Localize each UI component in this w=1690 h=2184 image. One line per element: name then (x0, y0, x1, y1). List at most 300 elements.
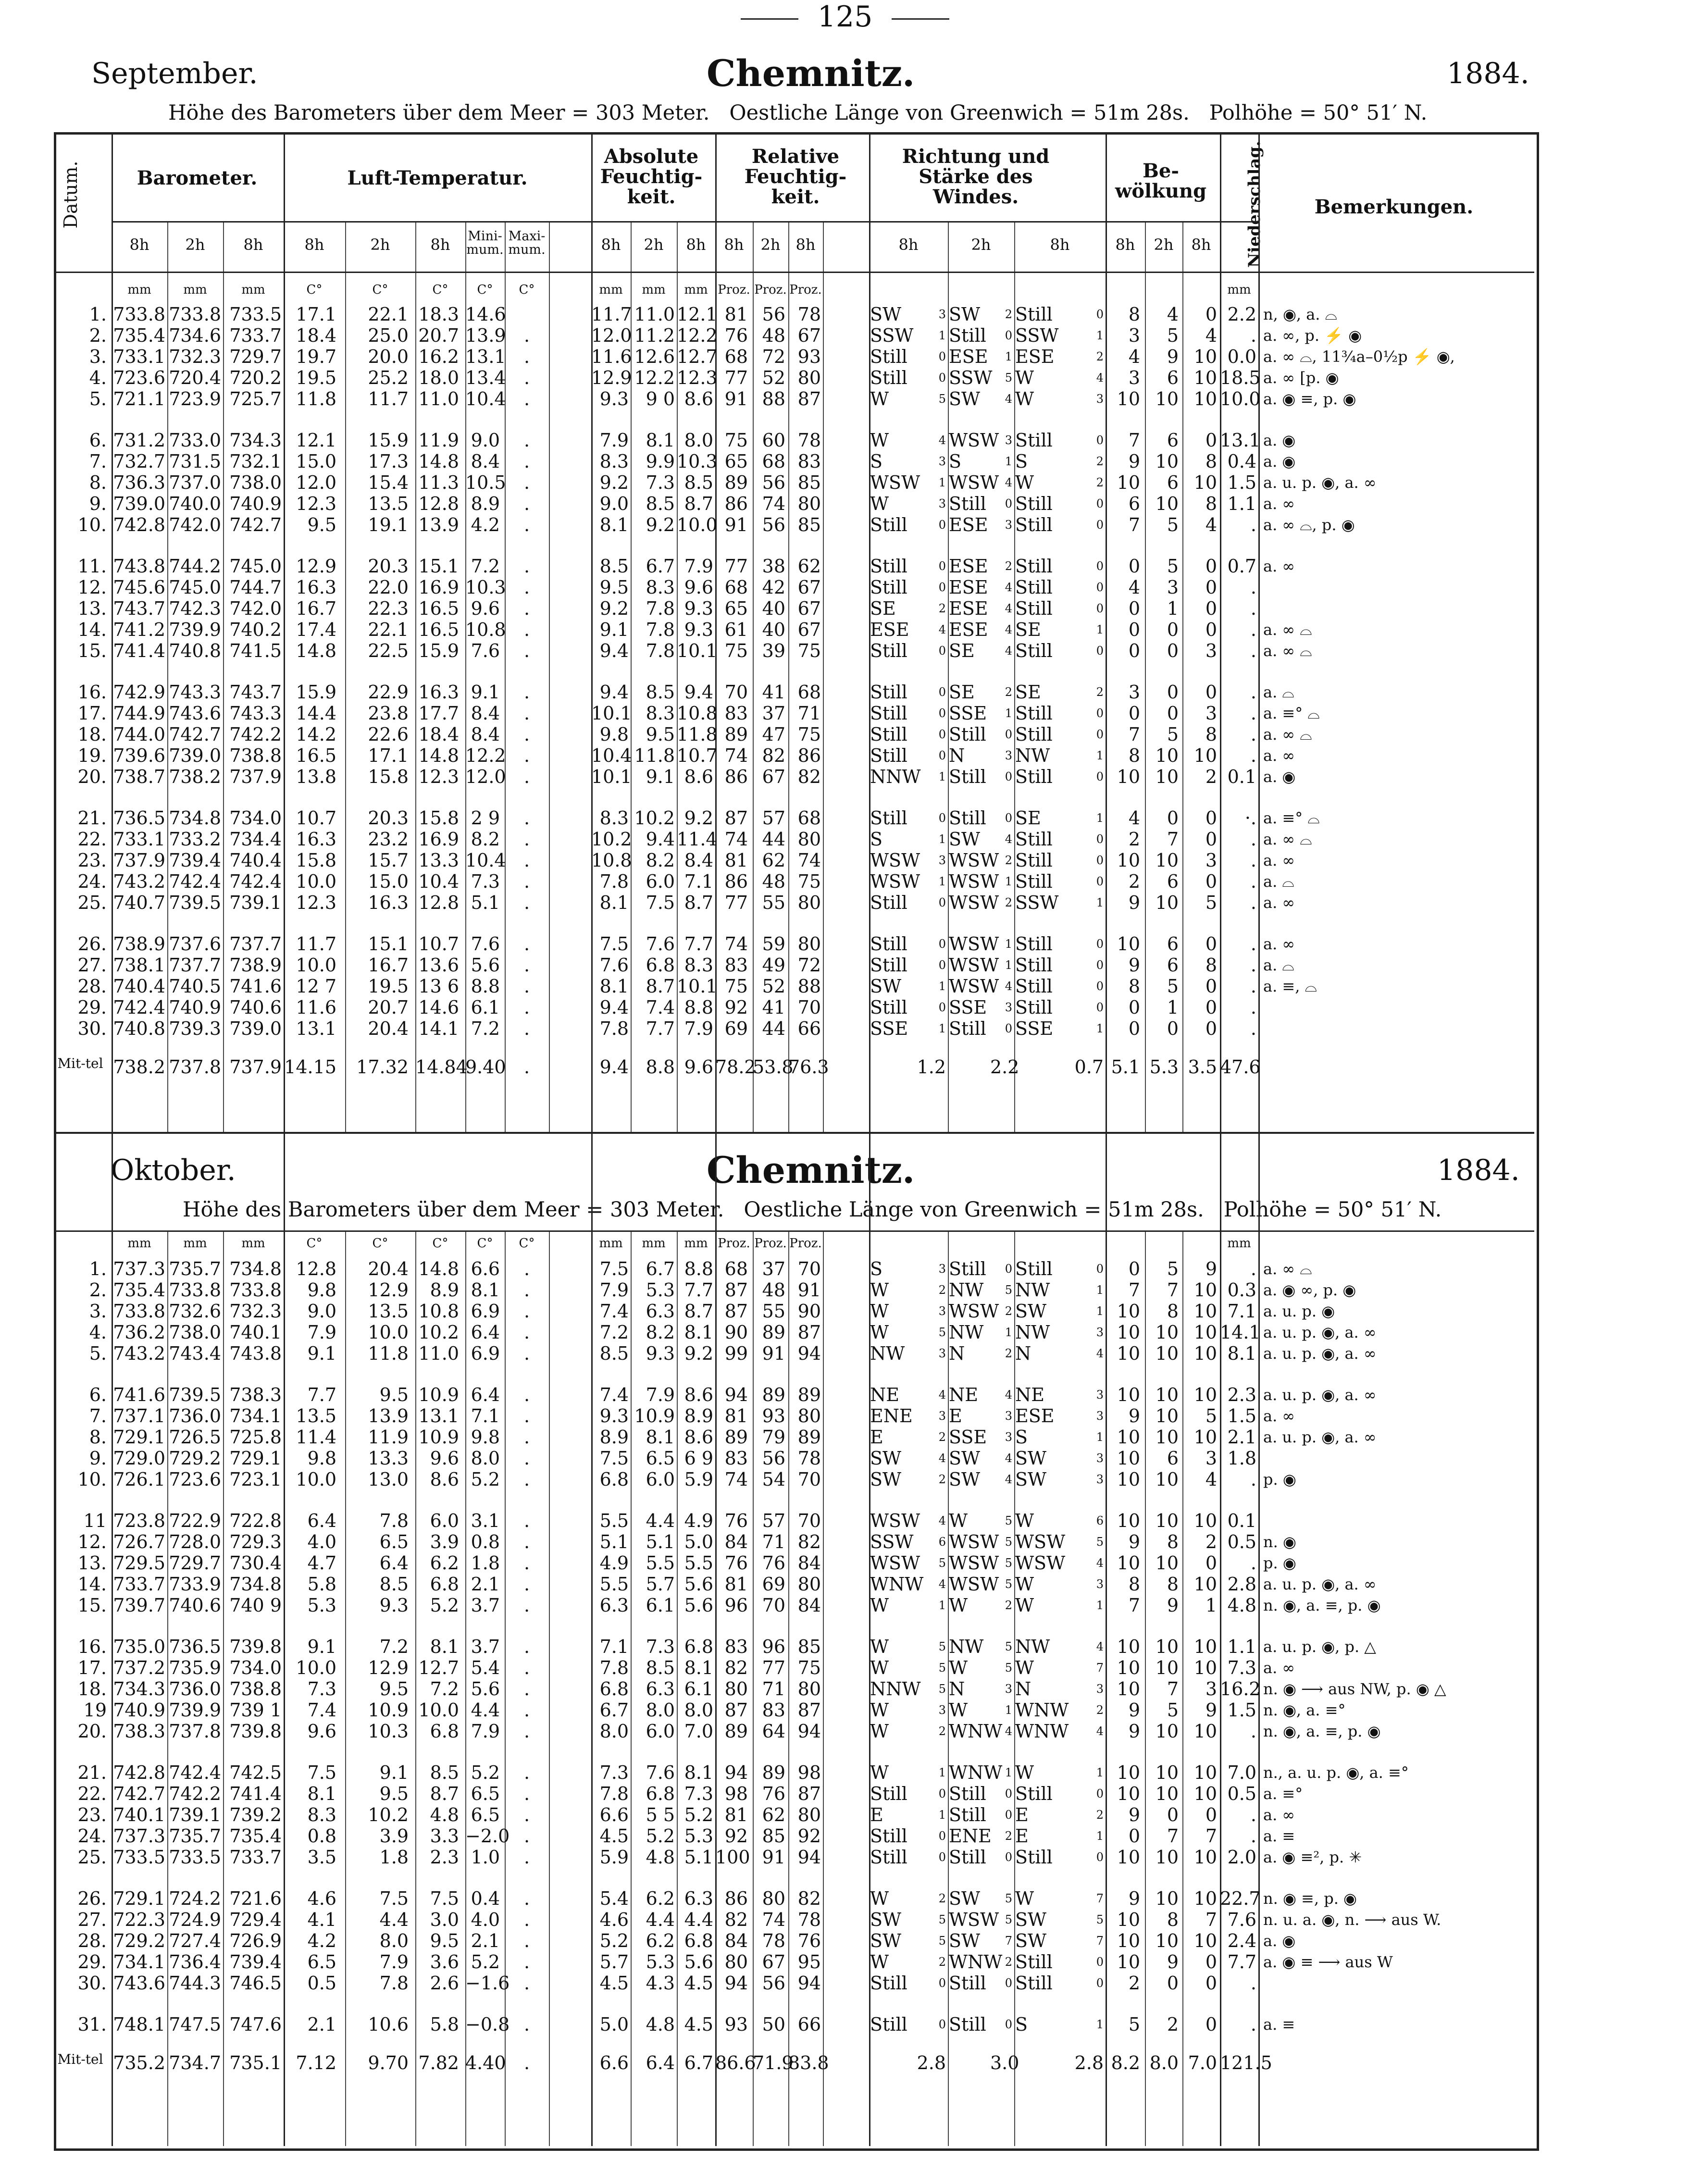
value-cell: 1 (1096, 896, 1104, 909)
value-cell: 9.4 (599, 997, 629, 1018)
value-cell: 747.6 (229, 2014, 282, 2035)
value-cell: 743.2 (113, 1343, 165, 1364)
value-cell: 0 (938, 728, 946, 741)
value-cell: 10 (1155, 1384, 1179, 1405)
value-cell: Still (1015, 871, 1053, 892)
value-cell: E (949, 1405, 962, 1427)
value-cell: 1 (938, 875, 946, 888)
value-cell: 0 (1005, 329, 1012, 342)
value-cell: 9.6 (430, 1448, 459, 1469)
value-cell: Still (870, 745, 907, 766)
value-cell: 8.9 (430, 1279, 459, 1301)
value-cell: 0 (1096, 958, 1104, 972)
value-cell: 10.3 (677, 451, 718, 472)
value-cell: 8.4 (684, 850, 713, 871)
value-cell: 13.5 (296, 1405, 336, 1427)
value-cell: 7.8 (646, 619, 675, 640)
value-cell: 4 (938, 1452, 946, 1465)
value-cell: 742.7 (169, 724, 221, 745)
value-cell: 66 (797, 2014, 821, 2035)
value-cell: 7.2 (599, 1322, 629, 1343)
value-cell: 71 (762, 1678, 785, 1700)
value-cell: 0 (1005, 1976, 1012, 1990)
value-cell: WSW (949, 1301, 999, 1322)
value-cell: 6 (1128, 493, 1140, 514)
value-cell: 745.0 (229, 556, 282, 577)
value-cell: 729.1 (229, 1448, 282, 1469)
value-cell: 0 (938, 371, 946, 385)
value-cell: 10 (1117, 1301, 1140, 1322)
value-cell: . (523, 1448, 530, 1469)
value-cell: 1 (938, 1599, 946, 1612)
value-cell: 96 (762, 1636, 785, 1657)
value-cell: 25.0 (368, 325, 409, 346)
value-cell: 78 (797, 430, 821, 451)
value-cell: 737.1 (113, 1405, 165, 1427)
unit-label: C° (306, 1236, 323, 1251)
value-cell: 0.1 (1227, 766, 1256, 787)
value-cell: 741.4 (229, 1783, 282, 1804)
value-cell: 91 (724, 514, 748, 535)
value-cell: 9.6 (684, 577, 713, 598)
remarks-cell: a. ◉ ≡, p. ◉ (1263, 390, 1356, 408)
value-cell: 4.5 (684, 2014, 713, 2035)
table-row (0, 2014, 1690, 2035)
value-cell: 737.9 (229, 766, 282, 787)
value-cell: 3 (938, 1304, 946, 1318)
remarks-cell: a. ∞ ⌓ (1263, 830, 1312, 848)
value-cell: 44 (762, 1018, 785, 1039)
value-cell: Still (949, 493, 986, 514)
value-cell: SW (949, 388, 981, 410)
value-cell: WSW (949, 892, 999, 913)
value-cell: 2.0 (1227, 1847, 1256, 1868)
value-cell: 81 (724, 1574, 748, 1595)
value-cell: 739.0 (113, 493, 165, 514)
table-row (0, 682, 1690, 703)
value-cell: 8.5 (646, 1657, 675, 1678)
value-cell: 742.2 (229, 724, 282, 745)
date-cell: 16. (77, 1636, 107, 1657)
value-cell: WNW (1015, 1700, 1069, 1721)
value-cell: 0 (1205, 1804, 1217, 1825)
value-cell: 6.8 (430, 1574, 459, 1595)
value-cell: 733.9 (169, 1574, 221, 1595)
value-cell: Still (949, 724, 986, 745)
remarks-cell: a. ≡° (1263, 1785, 1303, 1803)
value-cell: 10 (1117, 1384, 1140, 1405)
date-cell: 16. (77, 682, 107, 703)
value-cell: 10 (1193, 1657, 1217, 1678)
value-cell: 1 (938, 832, 946, 846)
unit-label: mm (1227, 283, 1251, 297)
date-cell: 12. (77, 1531, 107, 1552)
remarks-cell: n. ◉ (1263, 1533, 1296, 1551)
value-cell: 7.8 (599, 871, 629, 892)
value-cell: 13.0 (368, 1469, 409, 1490)
value-cell: 8.9 (684, 1405, 713, 1427)
value-cell: 16.9 (418, 577, 459, 598)
value-cell: 74 (724, 745, 748, 766)
value-cell: 75 (797, 1657, 821, 1678)
value-cell: 10 (1193, 1510, 1217, 1531)
value-cell: 11.7 (368, 388, 409, 410)
subheader-time: 8h (686, 236, 706, 254)
value-cell: 80 (724, 1951, 748, 1973)
value-cell: 9.5 (379, 1678, 409, 1700)
value-cell: 89 (724, 1721, 748, 1742)
value-cell: 72 (797, 955, 821, 976)
value-cell: 724.2 (169, 1888, 221, 1909)
date-cell: 31. (77, 2014, 107, 2035)
table-row (0, 1552, 1690, 1574)
value-cell: 2 (1128, 871, 1140, 892)
value-cell: 80 (797, 1405, 821, 1427)
remarks-cell: p. ◉ (1263, 1554, 1296, 1572)
value-cell: 0 (1128, 703, 1140, 724)
value-cell: 743.7 (113, 598, 165, 619)
value-cell: 0 (1005, 811, 1012, 825)
value-cell: 76 (724, 325, 748, 346)
remarks-cell: a. ∞ ⌓, 11¾a–0½p ⚡ ◉, (1263, 347, 1455, 366)
value-cell: 6 (1167, 367, 1179, 388)
value-cell: 9 (1167, 1595, 1179, 1616)
value-cell: 22.1 (368, 304, 409, 325)
date-cell: 17. (77, 703, 107, 724)
value-cell: 13.5 (368, 493, 409, 514)
value-cell: 10.0 (368, 1322, 409, 1343)
value-cell: 4.8 (430, 1804, 459, 1825)
value-cell: −0.8 (465, 2014, 510, 2035)
value-cell: 0 (1128, 619, 1140, 640)
value-cell: 2.1 (307, 2014, 336, 2035)
value-cell: 12.0 (465, 766, 506, 787)
value-cell: −2.0 (465, 1825, 510, 1847)
value-cell: 10 (1155, 1469, 1179, 1490)
value-cell: . (523, 807, 530, 829)
value-cell: 85 (797, 472, 821, 493)
value-cell: 729.2 (169, 1448, 221, 1469)
date-cell: 17. (77, 1657, 107, 1678)
value-cell: 7.0 (684, 1721, 713, 1742)
value-cell: 3 (1128, 325, 1140, 346)
header-luft: Luft-Temperatur. (347, 167, 528, 189)
table-row (0, 1469, 1690, 1490)
value-cell: 0 (1205, 619, 1217, 640)
value-cell: 10.2 (368, 1804, 409, 1825)
remarks-cell: a. ◉ (1263, 431, 1296, 449)
value-cell: E (1015, 1804, 1029, 1825)
value-cell: NNW (870, 766, 921, 787)
value-cell: NE (949, 1384, 978, 1405)
value-cell: 735.4 (113, 325, 165, 346)
value-cell: 5.5 (599, 1510, 629, 1531)
unit-label: Proz. (718, 283, 750, 297)
value-cell: 722.9 (169, 1510, 221, 1531)
value-cell: 0 (938, 2018, 946, 2031)
value-cell: 91 (797, 1279, 821, 1301)
value-cell: 1 (1005, 958, 1012, 972)
value-cell: 20.0 (368, 346, 409, 367)
value-cell: W (1015, 1510, 1034, 1531)
value-cell: 5.2 (599, 1930, 629, 1951)
value-cell: 0 (1167, 640, 1179, 661)
table-row (0, 451, 1690, 472)
value-cell: 83 (797, 451, 821, 472)
value-cell: 723.6 (169, 1469, 221, 1490)
value-cell: 81 (724, 1405, 748, 1427)
value-cell: 7 (1096, 1892, 1104, 1905)
unit-label: mm (241, 1236, 265, 1251)
value-cell: 1.8 (471, 1552, 500, 1574)
value-cell: 742.7 (229, 514, 282, 535)
value-cell: 9.2 (599, 598, 629, 619)
table-row (0, 1322, 1690, 1343)
value-cell: 730.4 (229, 1552, 282, 1574)
value-cell: 12.6 (634, 346, 675, 367)
value-cell: 20.3 (368, 556, 409, 577)
value-cell: 739.6 (113, 745, 165, 766)
value-cell: 10 (1117, 1930, 1140, 1951)
remarks-cell: a. ◉ (1263, 1932, 1296, 1950)
value-cell: 8.5 (430, 1762, 459, 1783)
value-cell: 731.2 (113, 430, 165, 451)
value-cell: Still (949, 1847, 986, 1868)
value-cell: 22.3 (368, 598, 409, 619)
value-cell: 731.5 (169, 451, 221, 472)
value-cell: 10 (1117, 1552, 1140, 1574)
value-cell: . (523, 1678, 530, 1700)
value-cell: 2 (1205, 1531, 1217, 1552)
value-cell: 7 (1167, 829, 1179, 850)
value-cell: 87 (724, 1301, 748, 1322)
value-cell: 84 (797, 1552, 821, 1574)
mean-value: 6.7 (684, 2052, 713, 2073)
value-cell: 9.8 (599, 724, 629, 745)
value-cell: 76 (762, 1552, 785, 1574)
value-cell: 82 (797, 1531, 821, 1552)
value-cell: 9 (1128, 1405, 1140, 1427)
value-cell: 74 (762, 1909, 785, 1930)
value-cell: 10.6 (368, 2014, 409, 2035)
value-cell: 733.7 (229, 325, 282, 346)
value-cell: 5 (938, 1661, 946, 1675)
value-cell: . (523, 1762, 530, 1783)
value-cell: 68 (797, 682, 821, 703)
value-cell: ESE (949, 556, 988, 577)
value-cell: 7.8 (599, 1783, 629, 1804)
value-cell: 2 (938, 1892, 946, 1905)
value-cell: 0 (1167, 1973, 1179, 1994)
remarks-cell: a. ∞ ⌓, p. ◉ (1263, 516, 1355, 534)
remarks-cell: a. ⌓ (1263, 956, 1294, 974)
value-cell: 14.8 (418, 451, 459, 472)
remarks-cell: n. ◉ ≡, p. ◉ (1263, 1889, 1357, 1908)
value-cell: 1 (938, 980, 946, 993)
value-cell: 736.0 (169, 1678, 221, 1700)
value-cell: Still (1015, 493, 1053, 514)
date-cell: 9. (89, 493, 107, 514)
value-cell: 2 (1005, 1829, 1012, 1843)
value-cell: 5 (1167, 556, 1179, 577)
value-cell: 8.1 (307, 1783, 336, 1804)
value-cell: S (870, 1258, 883, 1279)
value-cell: 1 (1096, 2018, 1104, 2031)
value-cell: 9 (1205, 1700, 1217, 1721)
value-cell: Still (1015, 1951, 1053, 1973)
value-cell: 8 (1205, 493, 1217, 514)
value-cell: 8 (1128, 304, 1140, 325)
value-cell: SSE (870, 1018, 908, 1039)
value-cell: . (523, 1595, 530, 1616)
value-cell: 13.9 (418, 514, 459, 535)
value-cell: 8.3 (646, 703, 675, 724)
value-cell: 729.3 (229, 1531, 282, 1552)
value-cell: Still (870, 703, 907, 724)
value-cell: 6 (1167, 430, 1179, 451)
value-cell: ESE (1015, 1405, 1055, 1427)
value-cell: 10.4 (591, 745, 632, 766)
value-cell: W (870, 1700, 889, 1721)
value-cell: . (1250, 933, 1256, 955)
value-cell: 9.1 (307, 1636, 336, 1657)
value-cell: . (523, 1636, 530, 1657)
value-cell: 70 (797, 1469, 821, 1490)
value-cell: . (1250, 1552, 1256, 1574)
table-row (0, 472, 1690, 493)
value-cell: 742.8 (113, 1762, 165, 1783)
value-cell: 4 (1128, 807, 1140, 829)
value-cell: . (523, 1510, 530, 1531)
value-cell: Still (1015, 703, 1053, 724)
value-cell: 740.2 (229, 619, 282, 640)
table-row (0, 955, 1690, 976)
value-cell: 8.2 (471, 829, 500, 850)
value-cell: 4.9 (684, 1510, 713, 1531)
value-cell: 22.7 (1220, 1888, 1261, 1909)
value-cell: 7.2 (471, 1018, 500, 1039)
value-cell: 12.9 (296, 556, 336, 577)
value-cell: 742.9 (113, 682, 165, 703)
mean-value: . (523, 2052, 530, 2073)
value-cell: 10 (1117, 933, 1140, 955)
date-cell: 30. (77, 1973, 107, 1994)
subheader-time: 8h (304, 236, 324, 254)
value-cell: Still (1015, 304, 1053, 325)
value-cell: 733.7 (113, 1574, 165, 1595)
value-cell: 729.1 (113, 1888, 165, 1909)
value-cell: 84 (797, 1595, 821, 1616)
value-cell: 9.3 (684, 598, 713, 619)
value-cell: 82 (724, 1909, 748, 1930)
value-cell: 0 (1096, 728, 1104, 741)
value-cell: 734.3 (113, 1678, 165, 1700)
value-cell: 15.8 (368, 766, 409, 787)
value-cell: 9.5 (646, 724, 675, 745)
value-cell: 733.7 (229, 1847, 282, 1868)
value-cell: 734.8 (169, 807, 221, 829)
date-cell: 6. (89, 1384, 107, 1405)
value-cell: 7.5 (599, 1258, 629, 1279)
value-cell: 2 (1005, 559, 1012, 573)
value-cell: 3 (938, 1347, 946, 1360)
value-cell: 6.1 (471, 997, 500, 1018)
value-cell: 10.9 (368, 1700, 409, 1721)
value-cell: WSW (949, 955, 999, 976)
value-cell: 9.2 (684, 807, 713, 829)
value-cell: 16.2 (1220, 1678, 1261, 1700)
value-cell: 5.2 (471, 1951, 500, 1973)
value-cell: WNW (1015, 1721, 1069, 1742)
value-cell: 0 (1096, 770, 1104, 783)
unit-label: mm (183, 283, 207, 297)
value-cell: 9.3 (599, 1405, 629, 1427)
value-cell: 65 (724, 451, 748, 472)
table-row (0, 304, 1690, 325)
value-cell: 8.5 (646, 682, 675, 703)
value-cell: 4.0 (471, 1909, 500, 1930)
value-cell: 732.1 (229, 451, 282, 472)
value-cell: 0 (1128, 997, 1140, 1018)
date-cell: 18. (77, 724, 107, 745)
value-cell: 9.8 (307, 1279, 336, 1301)
value-cell: W (1015, 1595, 1034, 1616)
remarks-cell: a. ∞ ⌓ (1263, 642, 1312, 660)
value-cell: 0 (1096, 308, 1104, 321)
value-cell: 0 (1096, 1787, 1104, 1800)
value-cell: 0 (1205, 997, 1217, 1018)
value-cell: . (1250, 1825, 1256, 1847)
value-cell: 737.7 (169, 955, 221, 976)
value-cell: 9 (1205, 1258, 1217, 1279)
remarks-cell: a. ∞ ⌓ (1263, 620, 1312, 639)
value-cell: 6.1 (684, 1678, 713, 1700)
value-cell: 1 (1005, 707, 1012, 720)
value-cell: 8.8 (684, 1258, 713, 1279)
table-row (0, 493, 1690, 514)
value-cell: 67 (762, 1951, 785, 1973)
value-cell: 22.0 (368, 577, 409, 598)
value-cell: 10 (1117, 1678, 1140, 1700)
value-cell: 6.2 (646, 1888, 675, 1909)
value-cell: 5.2 (471, 1762, 500, 1783)
value-cell: W (870, 1322, 889, 1343)
value-cell: 5 (1167, 1258, 1179, 1279)
remarks-cell: a. u. p. ◉ (1263, 1302, 1335, 1320)
value-cell: ESE (870, 619, 909, 640)
value-cell: 6.4 (307, 1510, 336, 1531)
value-cell: 1 (1096, 749, 1104, 762)
value-cell: 22.1 (368, 619, 409, 640)
value-cell: 67 (797, 325, 821, 346)
value-cell: 10 (1155, 1783, 1179, 1804)
value-cell: 0 (1096, 937, 1104, 951)
value-cell: 8.5 (379, 1574, 409, 1595)
value-cell: 3 (1096, 1388, 1104, 1402)
value-cell: 38 (762, 556, 785, 577)
value-cell: W (1015, 472, 1034, 493)
value-cell: 0 (938, 958, 946, 972)
value-cell: 0 (1096, 854, 1104, 867)
value-cell: W (1015, 1762, 1034, 1783)
value-cell: 4 (938, 623, 946, 636)
value-cell: . (1250, 619, 1256, 640)
value-cell: SW (949, 304, 981, 325)
value-cell: 733.8 (113, 1301, 165, 1322)
value-cell: 87 (724, 1700, 748, 1721)
value-cell: 6.7 (599, 1700, 629, 1721)
subheader-time: 8h (724, 236, 744, 254)
